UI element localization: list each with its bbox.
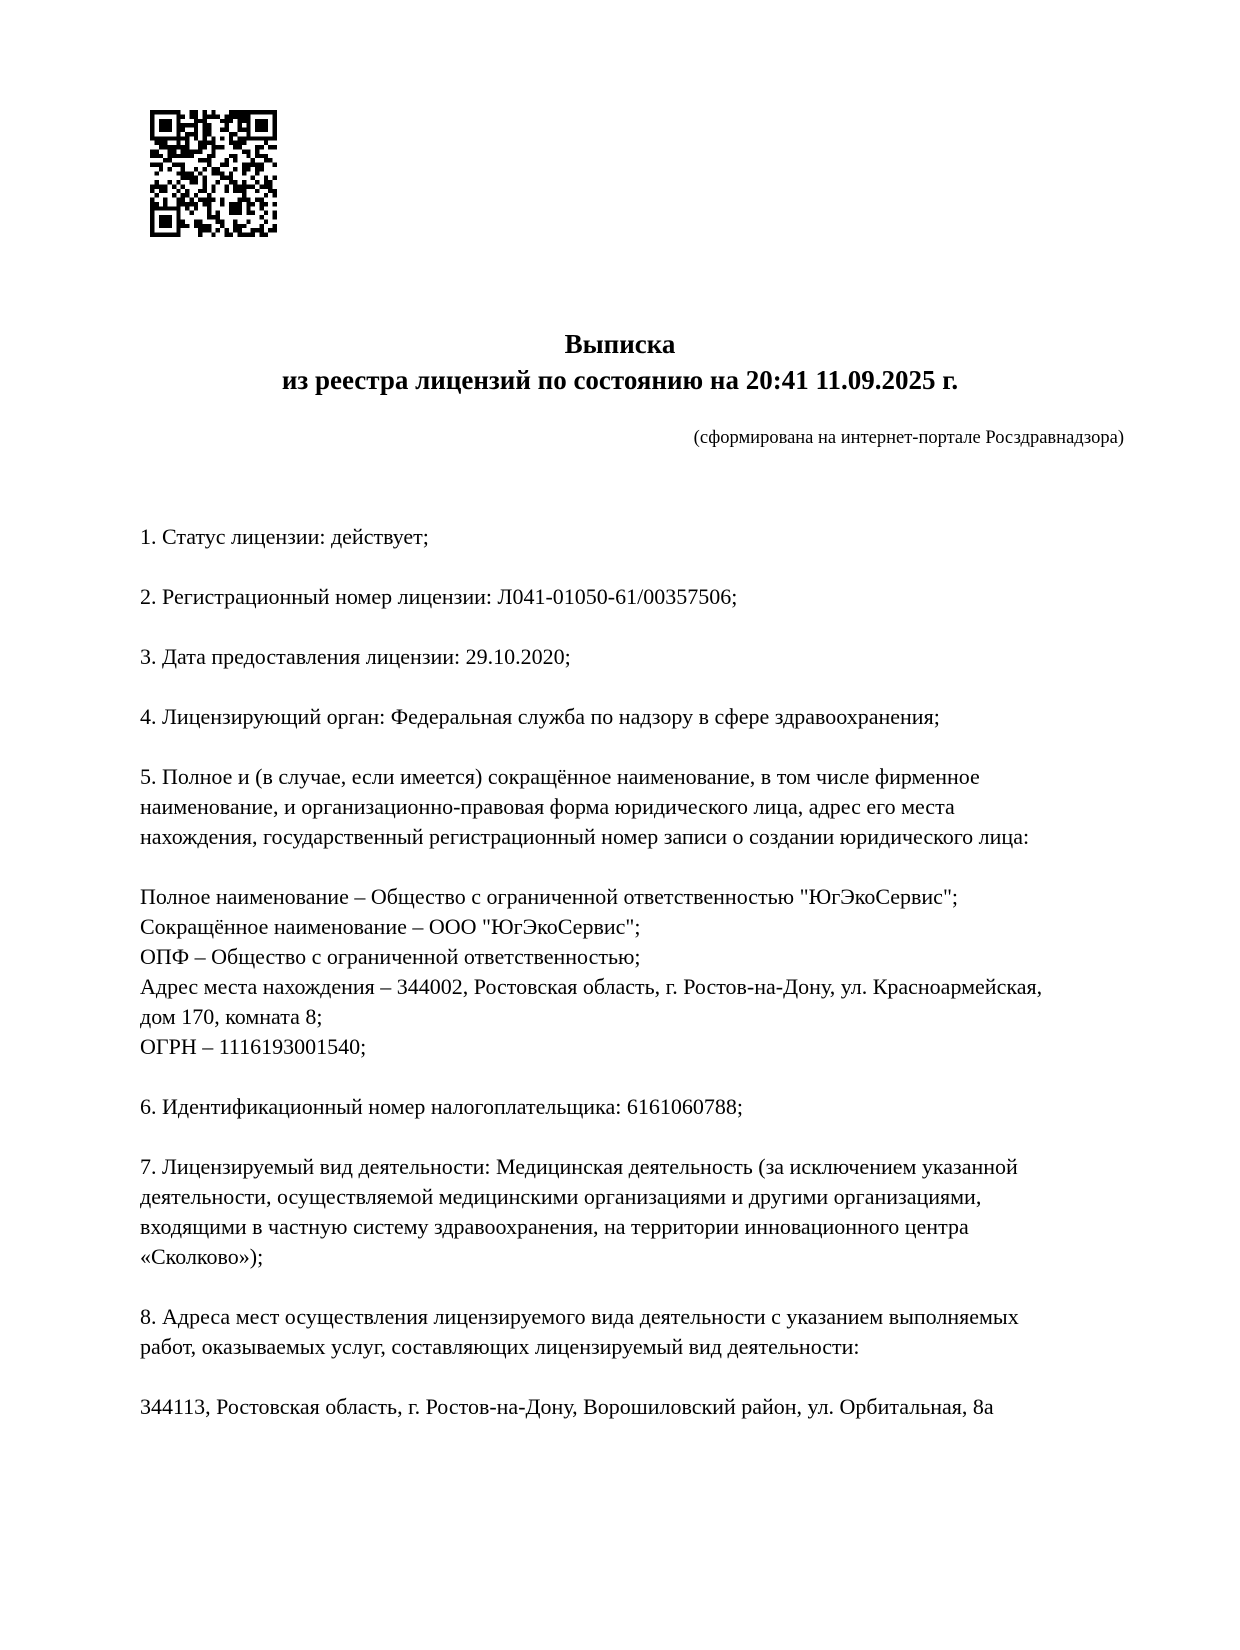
title-line-2: из реестра лицензий по состоянию на 20:41 11.09.2025 г. — [281, 365, 959, 395]
paragraph-activity-addresses-heading: 8. Адреса мест осуществления лицензируемого вида деятельности с указанием выполняемых работ, оказываемых услуг, составляющих лицензируемый вид деятельности: — [140, 1304, 1019, 1359]
paragraph-licensing-authority: 4. Лицензирующий орган: Федеральная служба по надзору в сфере здравоохранения; — [140, 704, 940, 729]
paragraph-license-status: 1. Статус лицензии: действует; — [140, 524, 429, 549]
document-title — [0, 326, 1240, 398]
paragraph-legal-entity-name-heading: 5. Полное и (в случае, если имеется) сокращённое наименование, в том числе фирменное наименование, и организационно-правовая форма юридического лица, адрес его места нахождения, государственный регистрационный номер записи о создании юридического лица: — [140, 764, 1030, 849]
paragraph-license-grant-date: 3. Дата предоставления лицензии: 29.10.2020; — [140, 644, 571, 669]
paragraph-taxpayer-id: 6. Идентификационный номер налогоплательщика: 6161060788; — [140, 1094, 743, 1119]
paragraph-activity-address: 344113, Ростовская область, г. Ростов-на-Дону, Ворошиловский район, ул. Орбитальная, 8а — [140, 1394, 994, 1419]
paragraph-licensed-activity: 7. Лицензируемый вид деятельности: Медицинская деятельность (за исключением указанной деятельности, осуществляемой медицинскими организациями и другими организациями, входящими в частную систему здравоохранения, на территории инновационного центра «Сколково»); — [140, 1154, 1018, 1269]
title-line-1: Выписка — [564, 329, 676, 359]
generation-note: (сформирована на интернет-портале Росздравнадзора) — [693, 428, 1124, 448]
paragraph-license-registration-number: 2. Регистрационный номер лицензии: Л041-01050-61/00357506; — [140, 584, 738, 609]
qr-code-icon — [150, 110, 277, 237]
paragraph-legal-entity-details: Полное наименование – Общество с ограниченной ответственностью "ЮгЭкоСервис"; Сокращённое наименование – ООО "ЮгЭкоСервис"; ОПФ – Общество с ограниченной ответственностью; Адрес места нахождения – 344002, Ростовская область, г. Ростов-на-Дону, ул. Красноармейская, дом 170, комната 8; ОГРН – 1116193001540; — [140, 884, 1043, 1059]
document-body — [140, 522, 1150, 1452]
